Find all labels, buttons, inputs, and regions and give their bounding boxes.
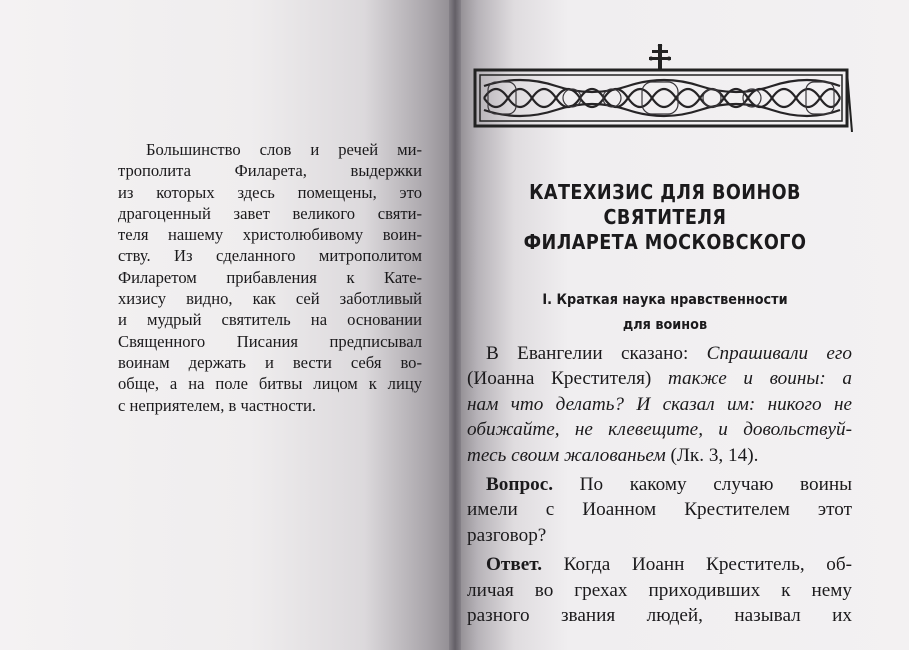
headpiece-ornament-icon [472,44,854,132]
text-line [467,417,852,442]
text-line [467,472,852,497]
text-run: (Иоанна Крестителя) [467,368,668,390]
text-line: и мудрый святитель на основании [118,310,422,330]
text-run: По какому случаю воины [553,474,852,496]
text-line [467,341,852,366]
title-line: КАТЕХИЗИС ДЛЯ ВОИНОВ [529,180,801,204]
quote-text: также и воины: а [667,368,852,390]
text-line: обще, а на поле битвы лицом к лицу [118,374,422,394]
text-line: с неприятелем, в частности. [118,395,317,415]
citation: (Лк. 3, 14). [665,444,759,466]
page-title [506,180,824,255]
text-line: имели с Иоанном Крестителем этот [467,499,852,521]
text-line: личая во грехах приходивших к нему [467,579,852,601]
text-line: ству. Из сделанного митрополитом [118,246,422,266]
quote-text: тесь своим жалованьем [467,444,666,466]
text-line: хизису видно, как сей заботливый [118,289,422,309]
text-line: теля нашему христолюбивому воин- [118,225,422,245]
text-line [467,366,852,391]
text-line: из которых здесь помещены, это [118,182,422,202]
title-line: ФИЛАРЕТА МОСКОВСКОГО [523,230,807,254]
text-line: разговор? [467,524,547,546]
text-line: разного звания людей, называл их [467,605,852,627]
text-run: Когда Иоанн Креститель, об- [542,554,852,576]
title-line: СВЯТИТЕЛЯ [603,205,727,229]
answer-label: Ответ. [486,554,543,576]
subtitle-line: для воинов [622,316,708,333]
subtitle-line: I. Краткая наука нравственности [542,291,788,308]
text-line [467,443,852,468]
right-page-body [467,341,852,628]
text-line: трополита Филарета, выдержки [118,161,422,181]
text-line [467,392,852,417]
text-line: воинам держать и вести себя во- [118,352,422,372]
quote-text: Спрашивали его [706,343,852,364]
book-gutter-shadow [449,0,461,650]
section-heading [502,287,828,337]
quote-text: обижайте, не клевещите, и довольствуй- [467,419,852,441]
text-run: В Евангелии сказано: [486,343,707,364]
text-line: драгоценный завет великого святи- [118,203,422,223]
quote-text: нам что делать? И сказал им: никого не [467,393,852,415]
text-line: Большинство слов и речей ми- [146,140,422,159]
left-page-paragraph [118,139,422,416]
text-line: Филаретом прибавления к Кате- [118,267,422,287]
text-line [467,552,852,577]
question-label: Вопрос. [486,474,554,496]
text-line: Священного Писания предписывал [118,331,422,351]
